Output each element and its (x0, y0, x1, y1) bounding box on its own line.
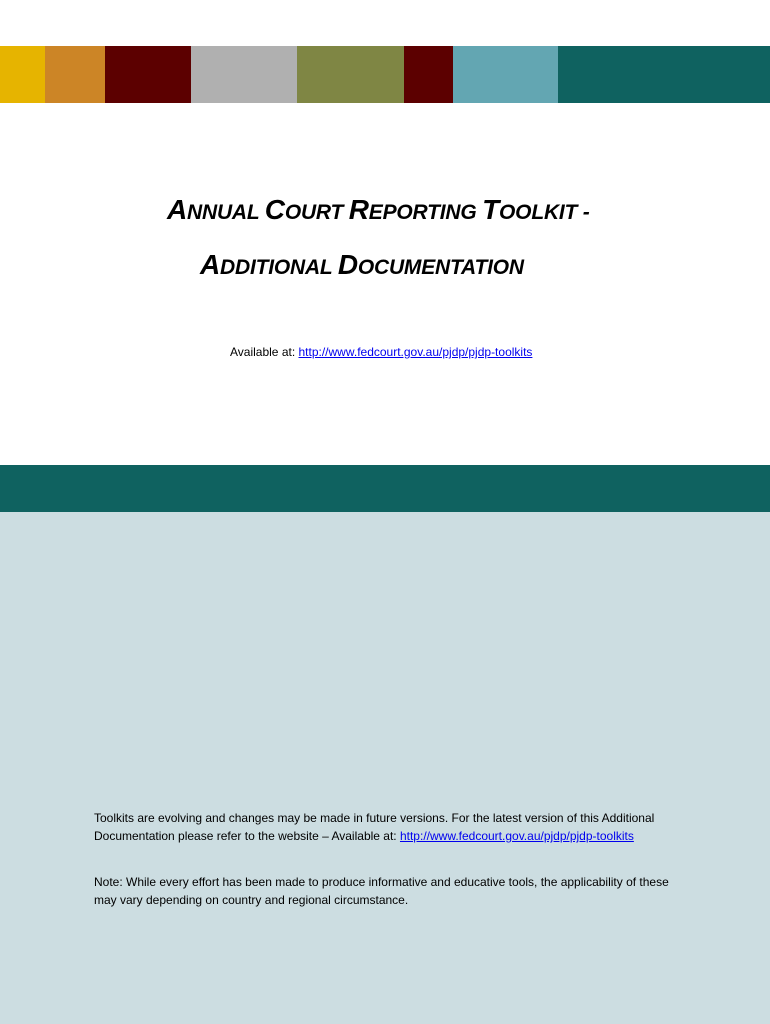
title-line-1 (0, 190, 770, 233)
title-word: OCUMENTATION (357, 256, 524, 279)
title-cap: A (167, 194, 188, 225)
toolkits-link[interactable]: http://www.fedcourt.gov.au/pjdp/pjdp-toolkits (298, 345, 533, 359)
title-cap: D (337, 249, 358, 280)
title-cap: A (200, 249, 221, 280)
title-word: OOLKIT - (499, 201, 590, 224)
notes-section (94, 809, 694, 909)
stripe-orange (45, 46, 105, 103)
stripe-light-teal (453, 46, 558, 103)
title-cap: T (482, 194, 500, 225)
title-word: DDITIONAL (220, 256, 338, 279)
stripe-grey (191, 46, 297, 103)
notes-panel (0, 512, 770, 1024)
toolkits-note-text: Toolkits are evolving and changes may be made in future versions. For the latest version of this Additional Documentation please refer to the website – Available at: (94, 811, 655, 843)
title-word: OURT (284, 201, 349, 224)
stripe-olive (297, 46, 404, 103)
available-label: Available at: (230, 345, 299, 359)
stripe-maroon (105, 46, 191, 103)
title-word: EPORTING (368, 201, 483, 224)
title-cap: R (348, 194, 369, 225)
stripe-yellow (0, 46, 45, 103)
toolkits-note (94, 809, 694, 845)
toolkits-note-link[interactable]: http://www.fedcourt.gov.au/pjdp/pjdp-toolkits (399, 829, 634, 843)
stripe-dark-teal (558, 46, 770, 103)
title-line-2 (0, 245, 770, 288)
availability-line (230, 345, 532, 359)
document-title (0, 190, 770, 288)
stripe-maroon-2 (404, 46, 453, 103)
title-word: NNUAL (187, 201, 265, 224)
color-stripe-bar (0, 46, 770, 103)
disclaimer-note: Note: While every effort has been made to produce informative and educative tools, the applicability of these may vary depending on country and regional circumstance. (94, 875, 669, 907)
teal-divider-band (0, 465, 770, 512)
title-cap: C (264, 194, 285, 225)
